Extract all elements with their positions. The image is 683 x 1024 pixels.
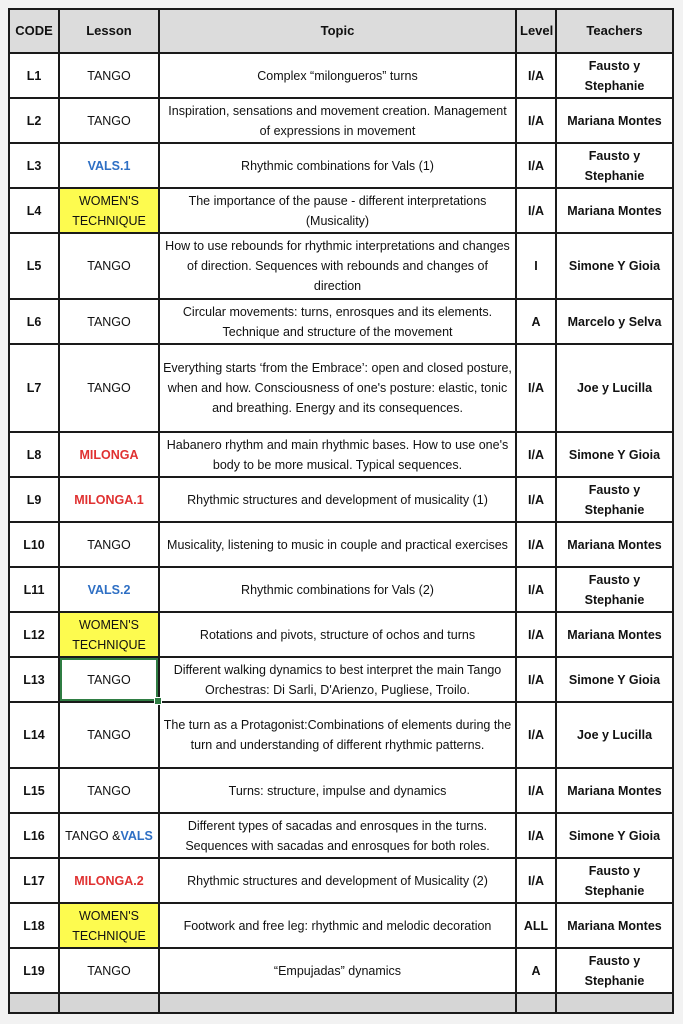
lesson-label: TANGO (87, 314, 131, 329)
cell-level[interactable]: I/A (516, 188, 556, 233)
lesson-label: TANGO (87, 783, 131, 798)
cell-topic[interactable]: Rhythmic combinations for Vals (2) (159, 567, 516, 612)
cell-level[interactable]: I/A (516, 522, 556, 567)
cell-teachers[interactable]: Mariana Montes (556, 903, 673, 948)
cell-code[interactable]: L5 (9, 233, 59, 299)
cell-code[interactable]: L1 (9, 53, 59, 98)
empty-row (9, 993, 673, 1013)
cell-teachers[interactable]: Joe y Lucilla (556, 702, 673, 768)
lesson-label: VALS.1 (87, 158, 131, 173)
cell-lesson[interactable] (59, 768, 159, 813)
table-row (9, 299, 673, 344)
lesson-schedule-table (8, 8, 674, 1014)
cell-code[interactable]: L8 (9, 432, 59, 477)
lesson-label: TANGO (87, 672, 131, 687)
lesson-label: MILONGA (79, 447, 139, 462)
lesson-label: WOMEN'S TECHNIQUE (72, 617, 146, 652)
cell-teachers[interactable]: Simone Y Gioia (556, 813, 673, 858)
cell-lesson[interactable] (59, 188, 159, 233)
cell-topic[interactable]: How to use rebounds for rhythmic interpretations and changes of direction. Sequences with rebounds and changes of direction (159, 233, 516, 299)
cell-lesson[interactable] (59, 522, 159, 567)
cell-teachers[interactable]: Fausto y Stephanie (556, 948, 673, 993)
cell-code[interactable]: L7 (9, 344, 59, 432)
empty-cell[interactable] (159, 993, 516, 1013)
cell-teachers[interactable]: Mariana Montes (556, 522, 673, 567)
cell-code[interactable]: L19 (9, 948, 59, 993)
cell-topic[interactable]: Rhythmic structures and development of musicality (1) (159, 477, 516, 522)
table-row (9, 813, 673, 858)
cell-level[interactable]: I/A (516, 567, 556, 612)
table-row (9, 432, 673, 477)
cell-code[interactable]: L2 (9, 98, 59, 143)
cell-level[interactable]: I/A (516, 143, 556, 188)
lesson-label: TANGO (87, 537, 131, 552)
cell-lesson[interactable] (59, 567, 159, 612)
cell-teachers[interactable]: Fausto y Stephanie (556, 53, 673, 98)
cell-code[interactable]: L13 (9, 657, 59, 702)
cell-topic[interactable]: Complex “milongueros” turns (159, 53, 516, 98)
cell-topic[interactable]: Circular movements: turns, enrosques and its elements. Technique and structure of the movement (159, 299, 516, 344)
cell-level[interactable]: I/A (516, 432, 556, 477)
cell-teachers[interactable]: Joe y Lucilla (556, 344, 673, 432)
cell-lesson[interactable] (59, 948, 159, 993)
cell-code[interactable]: L12 (9, 612, 59, 657)
lesson-label: TANGO (87, 68, 131, 83)
cell-level[interactable]: I/A (516, 858, 556, 903)
cell-code[interactable]: L10 (9, 522, 59, 567)
lesson-label: TANGO (87, 963, 131, 978)
table-row (9, 188, 673, 233)
lesson-label: WOMEN'S TECHNIQUE (72, 908, 146, 943)
table-row (9, 702, 673, 768)
table-row (9, 657, 673, 702)
header-teachers[interactable]: Teachers (556, 9, 673, 53)
cell-lesson[interactable] (59, 858, 159, 903)
table-row (9, 344, 673, 432)
cell-code[interactable]: L17 (9, 858, 59, 903)
cell-lesson[interactable] (59, 98, 159, 143)
cell-topic[interactable]: Turns: structure, impulse and dynamics (159, 768, 516, 813)
cell-lesson[interactable] (59, 233, 159, 299)
cell-level[interactable]: I/A (516, 477, 556, 522)
cell-level[interactable]: I/A (516, 813, 556, 858)
cell-topic[interactable]: The turn as a Protagonist:Combinations of elements during the turn and understanding of different rhythmic patterns. (159, 702, 516, 768)
cell-level[interactable]: I/A (516, 612, 556, 657)
table-row (9, 98, 673, 143)
cell-level[interactable]: A (516, 299, 556, 344)
table-row (9, 53, 673, 98)
cell-level[interactable]: I/A (516, 98, 556, 143)
lesson-label: VALS.2 (87, 582, 131, 597)
cell-teachers[interactable]: Mariana Montes (556, 768, 673, 813)
cell-code[interactable]: L15 (9, 768, 59, 813)
cell-code[interactable]: L11 (9, 567, 59, 612)
empty-cell[interactable] (516, 993, 556, 1013)
cell-topic[interactable]: Musicality, listening to music in couple and practical exercises (159, 522, 516, 567)
cell-code[interactable]: L6 (9, 299, 59, 344)
cell-teachers[interactable]: Marcelo y Selva (556, 299, 673, 344)
table-row (9, 948, 673, 993)
cell-level[interactable]: A (516, 948, 556, 993)
header-code[interactable]: CODE (9, 9, 59, 53)
table-row (9, 143, 673, 188)
cell-topic[interactable]: Rhythmic structures and development of Musicality (2) (159, 858, 516, 903)
table-row (9, 768, 673, 813)
cell-topic[interactable]: Habanero rhythm and main rhythmic bases. How to use one's body to be more musical. Typical sequences. (159, 432, 516, 477)
lesson-label: MILONGA.1 (74, 492, 144, 507)
cell-lesson[interactable] (59, 903, 159, 948)
cell-level[interactable]: I/A (516, 53, 556, 98)
lesson-label: TANGO (87, 381, 131, 395)
table-row (9, 477, 673, 522)
table-row (9, 612, 673, 657)
cell-code[interactable]: L4 (9, 188, 59, 233)
cell-teachers[interactable]: Fausto y Stephanie (556, 858, 673, 903)
lesson-label: TANGO & (65, 828, 121, 843)
fill-handle[interactable] (154, 697, 162, 705)
cell-lesson[interactable] (59, 344, 159, 432)
cell-teachers[interactable]: Fausto y Stephanie (556, 567, 673, 612)
empty-cell[interactable] (59, 993, 159, 1013)
cell-teachers[interactable]: Mariana Montes (556, 612, 673, 657)
cell-level[interactable]: ALL (516, 903, 556, 948)
table-row (9, 903, 673, 948)
lesson-label: TANGO (87, 728, 131, 742)
cell-lesson[interactable] (59, 432, 159, 477)
table-row (9, 233, 673, 299)
cell-level[interactable]: I/A (516, 768, 556, 813)
empty-cell[interactable] (556, 993, 673, 1013)
cell-code[interactable]: L16 (9, 813, 59, 858)
cell-teachers[interactable]: Fausto y Stephanie (556, 477, 673, 522)
cell-code[interactable]: L18 (9, 903, 59, 948)
cell-lesson[interactable] (59, 612, 159, 657)
header-row (9, 9, 673, 53)
lesson-label: MILONGA.2 (74, 873, 144, 888)
cell-lesson[interactable] (59, 477, 159, 522)
table-row (9, 522, 673, 567)
cell-topic[interactable]: Different types of sacadas and enrosques in the turns. Sequences with sacadas and enrosques for both roles. (159, 813, 516, 858)
cell-teachers[interactable]: Mariana Montes (556, 188, 673, 233)
cell-code[interactable]: L14 (9, 702, 59, 768)
cell-teachers[interactable]: Mariana Montes (556, 98, 673, 143)
cell-level[interactable]: I/A (516, 657, 556, 702)
cell-topic[interactable]: Different walking dynamics to best interpret the main Tango Orchestras: Di Sarli, D'Arienzo, Pugliese, Troilo. (159, 657, 516, 702)
cell-lesson[interactable] (59, 143, 159, 188)
lesson-label: WOMEN'S TECHNIQUE (72, 193, 146, 228)
cell-lesson[interactable] (59, 53, 159, 98)
cell-topic[interactable]: Rhythmic combinations for Vals (1) (159, 143, 516, 188)
lesson-label: TANGO (87, 259, 131, 273)
cell-teachers[interactable]: Fausto y Stephanie (556, 143, 673, 188)
cell-lesson[interactable] (59, 657, 159, 702)
cell-teachers[interactable]: Simone Y Gioia (556, 233, 673, 299)
cell-code[interactable]: L9 (9, 477, 59, 522)
cell-teachers[interactable]: Simone Y Gioia (556, 657, 673, 702)
cell-topic[interactable]: Everything starts ‘from the Embrace’: open and closed posture, when and how. Consciousness of one's posture: elastic, tonic and breathing. Energy and its consequences. (159, 344, 516, 432)
cell-lesson[interactable] (59, 299, 159, 344)
table-row (9, 858, 673, 903)
header-level[interactable]: Level (516, 9, 556, 53)
header-lesson[interactable]: Lesson (59, 9, 159, 53)
cell-level[interactable]: I/A (516, 702, 556, 768)
header-topic[interactable]: Topic (159, 9, 516, 53)
cell-lesson[interactable] (59, 702, 159, 768)
cell-lesson[interactable] (59, 813, 159, 858)
cell-topic[interactable]: “Empujadas” dynamics (159, 948, 516, 993)
table-row (9, 567, 673, 612)
cell-level[interactable]: I/A (516, 344, 556, 432)
cell-code[interactable]: L3 (9, 143, 59, 188)
cell-topic[interactable]: Rotations and pivots, structure of ochos and turns (159, 612, 516, 657)
cell-teachers[interactable]: Simone Y Gioia (556, 432, 673, 477)
empty-cell[interactable] (9, 993, 59, 1013)
lesson-label-extra: VALS (120, 828, 153, 843)
cell-level[interactable]: I (516, 233, 556, 299)
cell-topic[interactable]: Footwork and free leg: rhythmic and melodic decoration (159, 903, 516, 948)
cell-topic[interactable]: Inspiration, sensations and movement creation. Management of expressions in movement (159, 98, 516, 143)
lesson-label: TANGO (87, 113, 131, 128)
cell-topic[interactable]: The importance of the pause - different interpretations (Musicality) (159, 188, 516, 233)
